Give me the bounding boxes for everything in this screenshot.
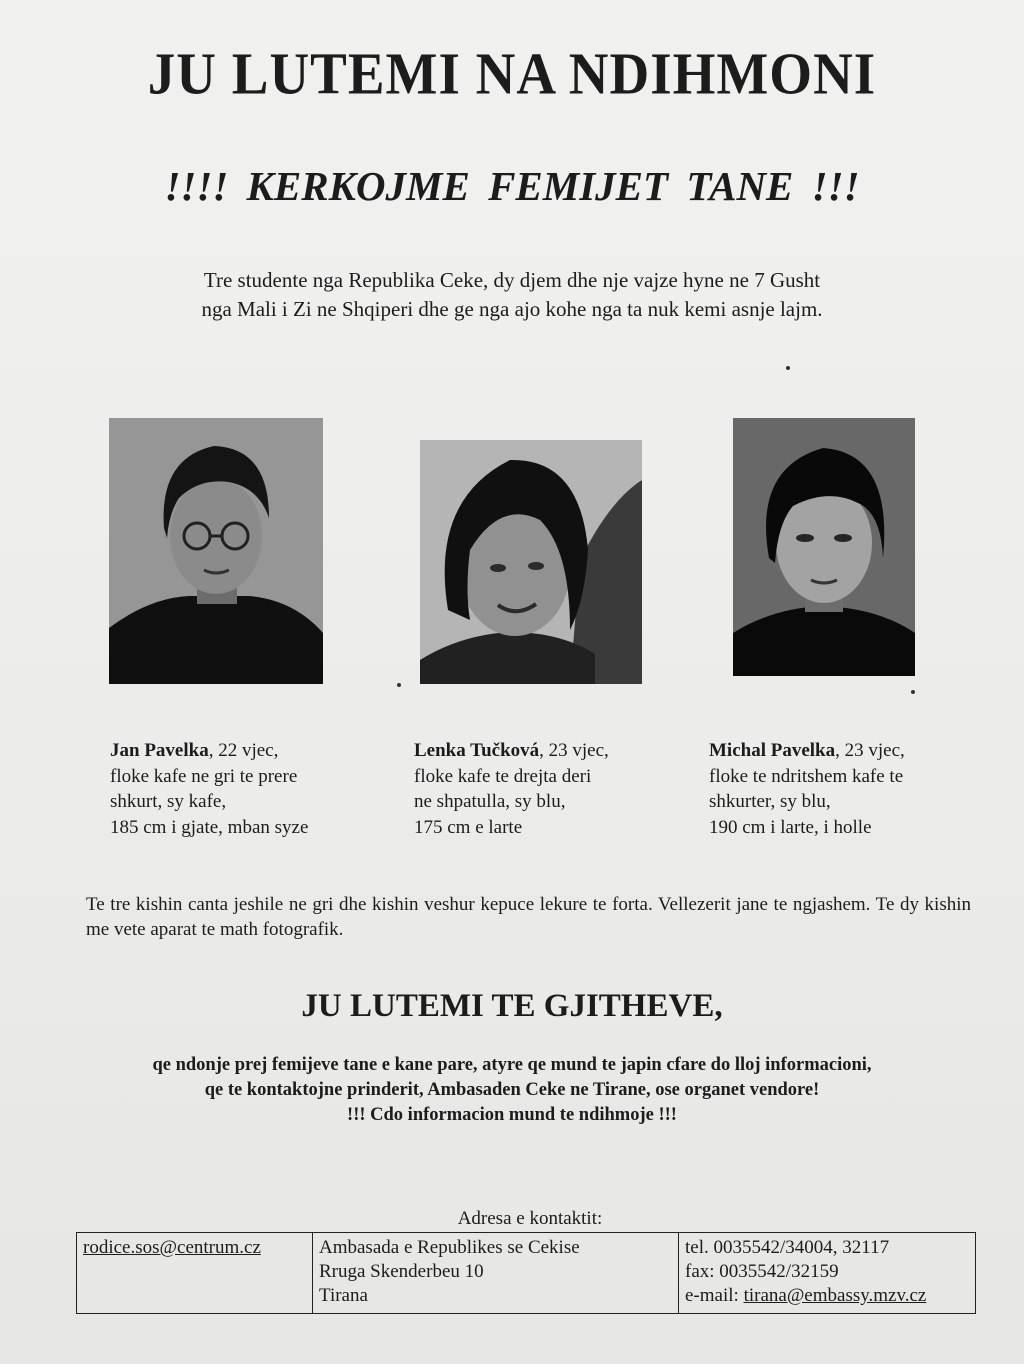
intro-line-1: Tre studente nga Republika Ceke, dy djem dhe nje vajze hyne ne 7 Gusht [203,268,821,292]
embassy-name: Ambasada e Republikes se Cekise [319,1237,580,1258]
person-eyes: shkurter, sy blu, [709,791,831,812]
person-name: Jan Pavelka [110,740,209,761]
embassy-street: Rruga Skenderbeu 10 [319,1261,484,1282]
parents-email-link[interactable]: rodice.sos@centrum.cz [83,1237,261,1258]
paper-speck [786,366,790,370]
person-name: Lenka Tučková [414,740,540,761]
contact-table [76,1232,976,1314]
details-line-2: ngjashem. Te dy kishin me vete aparat te math fotografik. [86,894,972,940]
appeal-heading: JU LUTEMI TE GJITHEVE, [301,988,723,1024]
poster-subtitle: !!!! KERKOJME FEMIJET TANE !!! [164,163,860,209]
person-name: Michal Pavelka [709,740,836,761]
person-info-jan [110,738,380,840]
appeal-line-3: !!! Cdo informacion mund te ndihmoje !!! [347,1105,677,1125]
details-line-1: Te tre kishin canta jeshile ne gri dhe kishin veshur kepuce lekure te forta. Vellezerit jane te [86,894,788,915]
appeal-line-2: qe te kontaktojne prinderit, Ambasaden Ceke ne Tirane, ose organet vendore! [204,1080,820,1100]
paper-speck [911,690,915,694]
person-hair: floke kafe ne gri te prere [110,765,298,787]
appeal-line-1: qe ndonje prej femijeve tane e kane pare, atyre qe mund te japin cfare do lloj informacioni, [152,1055,872,1075]
person-height: 175 cm e larte [414,816,523,838]
appeal-text [60,1053,964,1128]
person-age: , 23 vjec, [539,740,609,761]
contact-cell-phone [678,1233,975,1313]
contact-label: Adresa e kontaktit: [457,1208,603,1229]
person-hair: floke te ndritshem kafe te [709,765,904,787]
poster-title: JU LUTEMI NA NDIHMONI [147,40,877,107]
intro-text [100,266,924,324]
contact-cell-parents [77,1233,312,1313]
person-info-michal [709,738,989,840]
person-height: 190 cm i larte, i holle [709,816,872,838]
photo-jan-pavelka [109,418,323,684]
person-height: 185 cm i gjate, mban syze [110,816,309,838]
embassy-fax: fax: 0035542/32159 [685,1261,839,1282]
photo-michal-pavelka [733,418,915,676]
intro-line-2: nga Mali i Zi ne Shqiperi dhe ge nga ajo kohe nga ta nuk kemi asnje lajm. [201,297,823,321]
embassy-email-prefix: e-mail: [685,1285,744,1306]
paper-speck [397,683,401,687]
details-paragraph [86,892,971,942]
embassy-email-link[interactable]: tirana@embassy.mzv.cz [743,1285,927,1306]
person-age: , 22 vjec, [208,740,279,761]
person-info-lenka [414,738,684,840]
person-age: , 23 vjec, [835,740,905,761]
embassy-tel: tel. 0035542/34004, 32117 [685,1237,890,1258]
contact-cell-embassy [312,1233,678,1313]
person-hair: floke kafe te drejta deri [414,765,592,787]
photo-lenka-tuckova [420,440,642,684]
person-eyes: shkurt, sy kafe, [110,791,227,812]
person-eyes: ne shpatulla, sy blu, [414,791,566,812]
embassy-city: Tirana [319,1285,368,1306]
